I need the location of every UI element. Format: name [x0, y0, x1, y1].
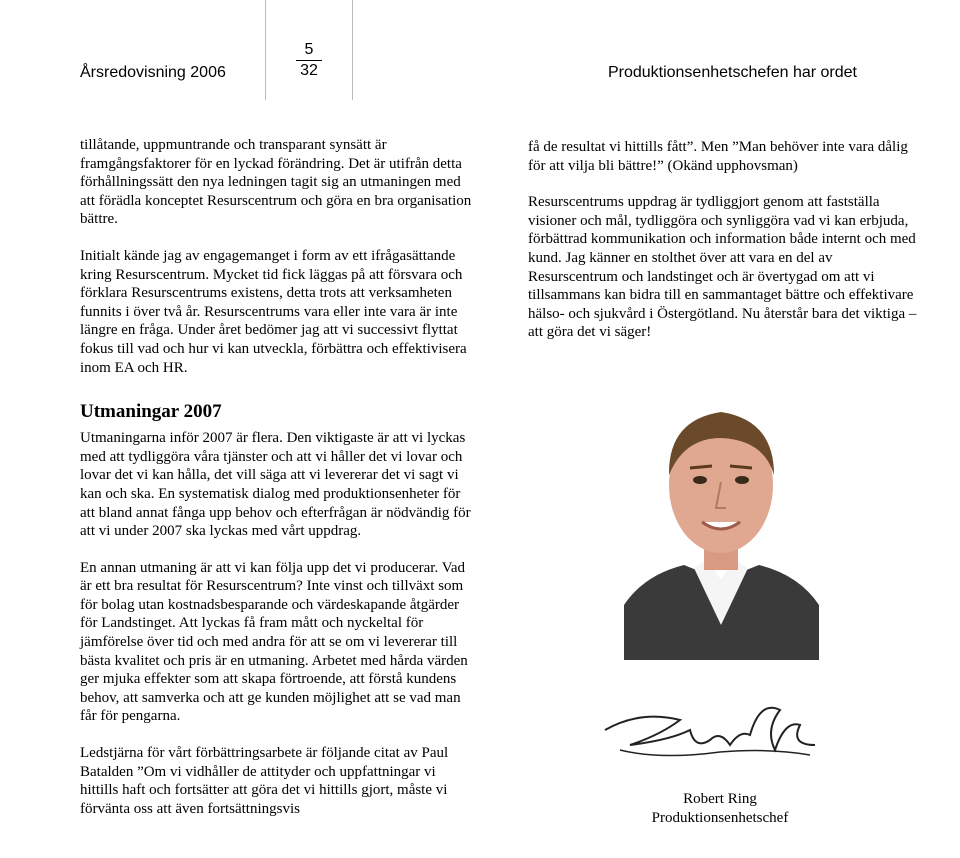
paragraph: En annan utmaning är att vi kan följa upp det vi producerar. Vad är ett bra resultat för Resurscentrum? Inte vinst och tillväxt som för bolag utan kostnadsbesparande och värdeskapande åtgärder för Landstinget. Att lyckas få fram mått och nyckeltal för jämförelse över tid och med andra för att se om vi levererar till bästa kvalitet och pris är en utmaning. Arbetet med hårda värden ger mjuka effekter som att skapa förtroende, att förstå kundens behov, att samverka och att ge kunden möjlighet att se vad man får för pengarna.	[80, 559, 468, 725]
paragraph: få de resultat vi hittills fått”. Men ”Man behöver inte vara dålig för att vilja bli bättre!” (Okänd upphovsman)	[528, 139, 908, 174]
right-column	[528, 138, 918, 360]
header-divider-right	[352, 0, 353, 100]
page-number-current: 5	[304, 41, 314, 58]
paragraph: Initialt kände jag av engagemanget i form av ett ifrågasättande kring Resurscentrum. Mycket tid fick läggas på att försvara och förklara Resurscentrums existens, detta trots att verksamheten funnits i över två år. Resurscentrums vara eller inte vara är inte längre en fråga. Under året bedömer jag att vi successivt flyttat fokus till vad och hur vi kan utveckla, förbättra och effektivisera inom EA och HR.	[80, 247, 467, 376]
page-number-total: 32	[300, 62, 318, 79]
signature	[600, 690, 820, 780]
left-column	[80, 136, 472, 836]
page-header	[0, 0, 960, 100]
page-number	[292, 40, 326, 81]
section-heading: Utmaningar 2007	[80, 401, 222, 423]
paragraph: tillåtande, uppmuntrande och transparant synsätt är framgångsfaktorer för en lyckad förändring. Det är utifrån detta förhållningssätt den nya ledningen tagit sig an utmaningen med att förädla konceptet Resurscentrum och göra en bra organisation bättre.	[80, 137, 472, 228]
header-section-title: Produktionsenhetschefen har ordet	[607, 64, 857, 81]
photo-caption	[620, 790, 820, 827]
header-report-title: Årsredovisning 2006	[80, 64, 226, 81]
header-divider-left	[265, 0, 266, 100]
portrait-photo	[624, 380, 819, 660]
paragraph: Resurscentrums uppdrag är tydliggjort genom att fastställa visioner och mål, tydliggöra och synliggöra vad vi kan erbjuda, förbättrad kommunikation och information både internt och med kund. Jag känner en stolthet över att vara en del av Resurscentrum och landstinget och är övertygad om att vi tillsammans kan bidra till en sammantaget bättre och effektivare hälso- och sjukvård i Östergötland. Nu återstår bara det viktiga – att göra det vi säger!	[528, 194, 917, 341]
paragraph: Utmaningarna inför 2007 är flera. Den viktigaste är att vi lyckas med att tydliggöra våra tjänster och att vi håller det vi lovar och lovar det vi kan hålla, det vill säga att vi levererar det vi sagt vi kan och ska. En systematisk dialog med produktionsenheter för att bland annat fånga upp behov och efterfrågan är nödvändig för att vi under 2007 ska lyckas med vårt uppdrag.	[80, 430, 471, 540]
portrait-illustration	[624, 380, 819, 660]
paragraph: Ledstjärna för vårt förbättringsarbete är följande citat av Paul Batalden ”Om vi vidhåller de attityder och uppfattningar vi hittills haft och fortsätter att göra det vi hittills gjort, måste vi förvänta oss att även fortsättningsvis	[80, 745, 449, 817]
caption-name: Robert Ring	[683, 791, 757, 807]
caption-title: Produktionsenhetschef	[651, 809, 789, 826]
signature-scribble	[600, 690, 820, 780]
